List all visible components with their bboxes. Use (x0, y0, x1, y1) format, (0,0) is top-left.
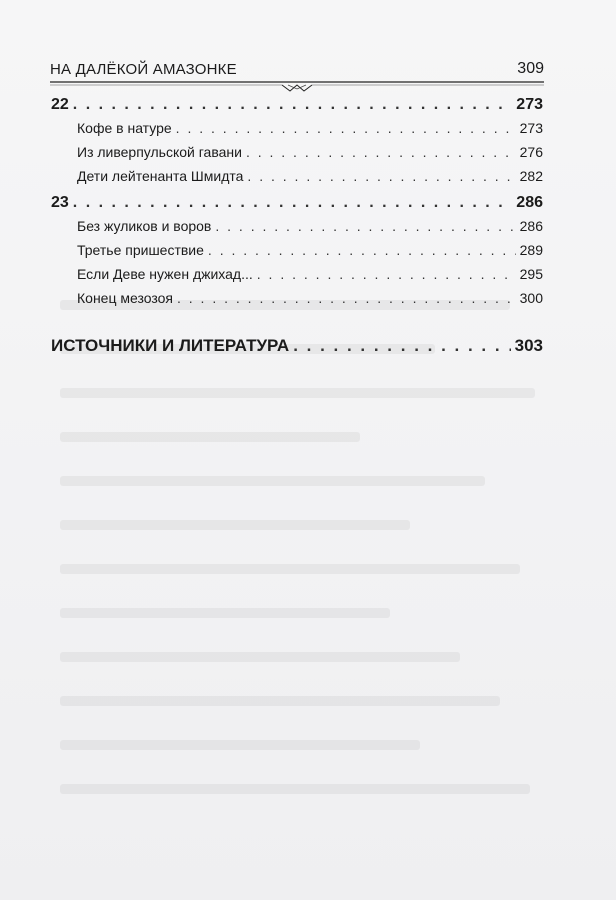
toc-item (51, 218, 543, 242)
sources-title: ИСТОЧНИКИ И ЛИТЕРАТУРА (51, 336, 290, 355)
dot-leader (73, 96, 513, 114)
toc-chapter-22 (51, 96, 543, 120)
item-page: 300 (519, 290, 543, 306)
item-title: Третье пришествие (77, 242, 204, 258)
item-page: 295 (519, 266, 543, 282)
dot-leader (208, 242, 516, 258)
toc-item (51, 168, 543, 192)
toc-item (51, 120, 543, 144)
dot-leader (293, 336, 510, 356)
item-page: 289 (519, 242, 543, 258)
dot-leader (246, 144, 516, 160)
toc-item (51, 242, 543, 266)
item-title: Если Деве нужен джихад... (77, 266, 253, 282)
toc-item (51, 290, 543, 314)
chapter-title: 22 (51, 96, 69, 113)
item-page: 273 (519, 120, 543, 136)
table-of-contents (51, 96, 543, 364)
dot-leader (257, 266, 516, 282)
dot-leader (247, 168, 515, 184)
running-header (50, 52, 544, 78)
header-ornament-rule (50, 80, 544, 92)
item-page: 282 (519, 168, 543, 184)
running-title: НА ДАЛЁКОЙ АМАЗОНКЕ (50, 61, 237, 78)
item-page: 276 (519, 144, 543, 160)
toc-item (51, 266, 543, 290)
toc-chapter-23 (51, 194, 543, 218)
item-title: Из ливерпульской гавани (77, 144, 242, 160)
item-title: Без жуликов и воров (77, 218, 212, 234)
chapter-page: 286 (516, 194, 543, 211)
dot-leader (73, 194, 513, 212)
sources-page: 303 (514, 336, 543, 355)
dot-leader (215, 218, 515, 234)
dot-leader (177, 290, 516, 306)
bleed-through-texture (60, 300, 560, 860)
toc-item (51, 144, 543, 168)
item-title: Конец мезозоя (77, 290, 173, 306)
dot-leader (176, 120, 516, 136)
toc-sources (51, 336, 543, 364)
chapter-page: 273 (516, 96, 543, 113)
page-number: 309 (517, 60, 544, 77)
chapter-title: 23 (51, 194, 69, 211)
item-title: Дети лейтенанта Шмидта (77, 168, 244, 184)
item-title: Кофе в натуре (77, 120, 172, 136)
item-page: 286 (519, 218, 543, 234)
